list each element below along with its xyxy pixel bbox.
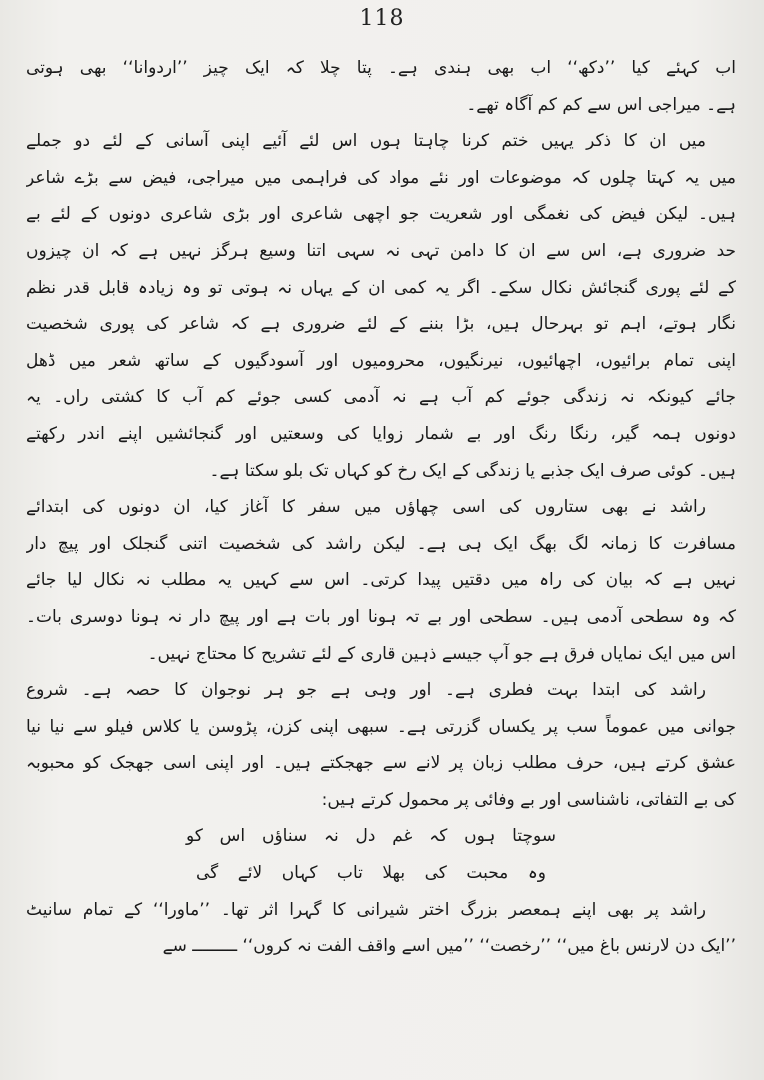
text-line: حد ضروری ہے، اس سے ان کا دامن تہی نہ سہی اتنا وسیع ہرگز نہیں ہے کہ ان چیزوں — [26, 240, 736, 261]
text-line: کے لئے پوری گنجائش نکال سکے۔ اگر یہ کمی ان کے یہاں نہ ہوتی تو وہ زیادہ قابل قدر نظم — [26, 277, 736, 298]
text-line: دونوں ہمہ گیر، رنگا رنگ اور بے شمار زوایا کی وسعتیں اور گنجائشیں اپنے اندر رکھتے — [26, 423, 736, 444]
text-line: کی بے التفاتی، ناشناسی اور بے وفائی پر محمول کرتے ہیں: — [321, 789, 736, 810]
text-line: ہیں۔ لیکن فیض کی نغمگی اور شعریت جو اچھی شاعری اور بڑی شاعری دونوں کے لئے بے — [26, 204, 736, 225]
text-line: ہے۔ میراجی اس سے کم کم آگاہ تھے۔ — [466, 94, 736, 115]
text-line: نگار ہوتے، اہم تو بہرحال ہیں، بڑا بننے کے لئے ضروری ہے کہ شاعر کی پوری شخصیت — [26, 314, 736, 335]
text-line: اپنی تمام برائیوں، اچھائیوں، نیرنگیوں، محرومیوں اور آسودگیوں کے ساتھ شعر میں ڈھل — [26, 350, 736, 371]
text-line: مسافرت کا زمانہ لگ بھگ ایک ہی ہے۔ لیکن راشد کی شخصیت اتنی گنجلک اور پیچ دار — [26, 533, 736, 554]
text-line: نہیں ہے کہ بیان کی راہ میں دقتیں پیدا کرتی۔ اس سے کہیں یہ مطلب نہ نکال لیا جائے — [26, 570, 736, 591]
text-line: میں ان کا ذکر یہیں ختم کرنا چاہتا ہوں اس لئے آئیے اپنی آسانی کے لئے دو جملے — [26, 131, 706, 152]
text-line: ہیں۔ کوئی صرف ایک جذبے یا زندگی کے ایک رخ کو کہاں تک بلو سکتا ہے۔ — [209, 460, 736, 481]
verse-line: سوچتا ہوں کہ غم دل نہ سناؤں اس کو — [186, 826, 556, 847]
text-line: عشق کرتے ہیں، حرف مطلب زبان پر لانے سے جھجکتے ہیں۔ اور اپنی اسی جھجک کو محبوبہ — [26, 753, 736, 774]
text-line: ’’ایک دن لارنس باغ میں‘‘ ’’رخصت‘‘ ’’میں اسے واقف الفت نہ کروں‘‘ ـــــــــ سے — [162, 936, 736, 957]
text-line: جوانی میں عموماً سب پر یکساں گزرتی ہے۔ سبھی اپنی کزن، پڑوسن یا کلاس فیلو سے نیا نیا — [26, 716, 736, 737]
text-line: اس میں ایک نمایاں فرق ہے جو آپ جیسے ذہین قاری کے لئے تشریح کا محتاج نہیں۔ — [147, 643, 736, 664]
text-line: جائے کیونکہ نہ زندگی جوئے کم آب ہے نہ آدمی کسی جوئے کم آب کا کشتی راں۔ یہ — [26, 387, 736, 408]
text-line: میں یہ کہتا چلوں کہ موضوعات اور نئے مواد کی فراہمی میں میراجی، فیض سے بڑے شاعر — [26, 167, 736, 188]
text-line: راشد پر بھی اپنے ہمعصر بزرگ اختر شیرانی کا گہرا اثر تھا۔ ’’ماورا‘‘ کے تمام سانیٹ — [26, 899, 706, 920]
body-text — [26, 50, 736, 965]
text-line: راشد کی ابتدا بہت فطری ہے۔ اور وہی ہے جو ہر نوجوان کا حصہ ہے۔ شروع — [26, 680, 706, 701]
verse-line: وہ محبت کی بھلا تاب کہاں لائے گی — [196, 863, 546, 884]
page-number: 118 — [359, 6, 405, 31]
text-line: کہ وہ سطحی آدمی ہیں۔ سطحی اور بے تہ ہونا اور بات ہے اور پیچ دار نہ ہونا دوسری بات۔ — [26, 606, 736, 627]
text-line: راشد نے بھی ستاروں کی اسی چھاؤں میں سفر کا آغاز کیا، ان دونوں کی ابتدائے — [26, 497, 706, 518]
text-line: اب کہئے کیا ’’دکھ‘‘ اب بھی ہندی ہے۔ پتا چلا کہ ایک چیز ’’اردوانا‘‘ بھی ہوتی — [26, 58, 736, 78]
